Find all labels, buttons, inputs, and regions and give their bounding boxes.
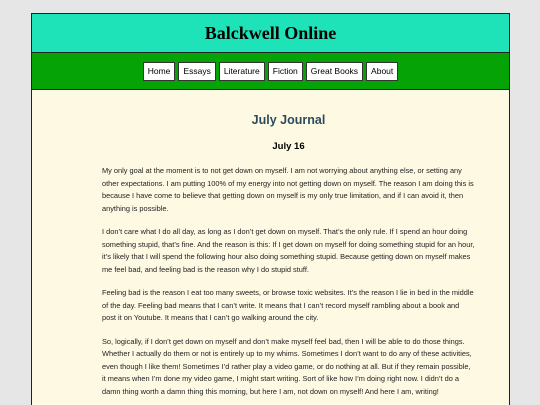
paragraph-1: My only goal at the moment is to not get down on myself. I am not worrying about anything else, or setting any other expectations. I am putting 100% of my energy into not getting down on myself. The reason I am doing this is because I have come to believe that getting down on myself is my only true limitation, and if I can avoid it, then anything is possible. <box>102 166 474 213</box>
site-header <box>32 14 509 53</box>
page-frame <box>31 13 510 405</box>
entry-date: July 16 <box>272 141 305 152</box>
paragraph-2: I don’t care what I do all day, as long as I don’t get down on myself. That’s the only rule. If I spend an hour doing something stupid, that’s fine. And the reason is this: If I get down on myself for doing something stupid for an hour, it’s likely that I will spend the following hour also doing something stupid. Because getting down on myself makes me feel bad, and feeling bad is the reason why I do stupid stuff. <box>102 227 475 274</box>
nav-about-link[interactable]: About <box>366 62 398 81</box>
main-content <box>32 90 509 398</box>
main-nav <box>32 53 509 90</box>
nav-great-books-link[interactable]: Great Books <box>306 62 363 81</box>
nav-home-link[interactable]: Home <box>143 62 176 81</box>
page-title: July Journal <box>251 113 326 127</box>
paragraph-3: Feeling bad is the reason I eat too many sweets, or browse toxic websites. It’s the reason I lie in bed in the middle of the day. Feeling bad means that I can’t write. It means that I can’t record myself rambling about a book and post it on Youtube. It means that I can’t go walking around the city. <box>102 288 474 322</box>
nav-essays-link[interactable]: Essays <box>178 62 215 81</box>
nav-fiction-link[interactable]: Fiction <box>268 62 303 81</box>
paragraph-4: So, logically, if I don’t get down on myself and don’t make myself feel bad, then I will be able to do those things. Whether I actually do them or not is entirely up to my whims. Sometimes I don’t want to do any of these activities, even though I like them! Sometimes I’d rather play a video game, or do nothing at all. But if they remain possible, it means when I’m done my video game, I might start writing. Sort of like how I’m doing right now. I didn’t do a damn thing worth a damn thing this morning, but here I am, not down on myself! And here I am, writing! <box>102 336 472 396</box>
nav-literature-link[interactable]: Literature <box>219 62 265 81</box>
site-title[interactable]: Balckwell Online <box>204 22 337 43</box>
